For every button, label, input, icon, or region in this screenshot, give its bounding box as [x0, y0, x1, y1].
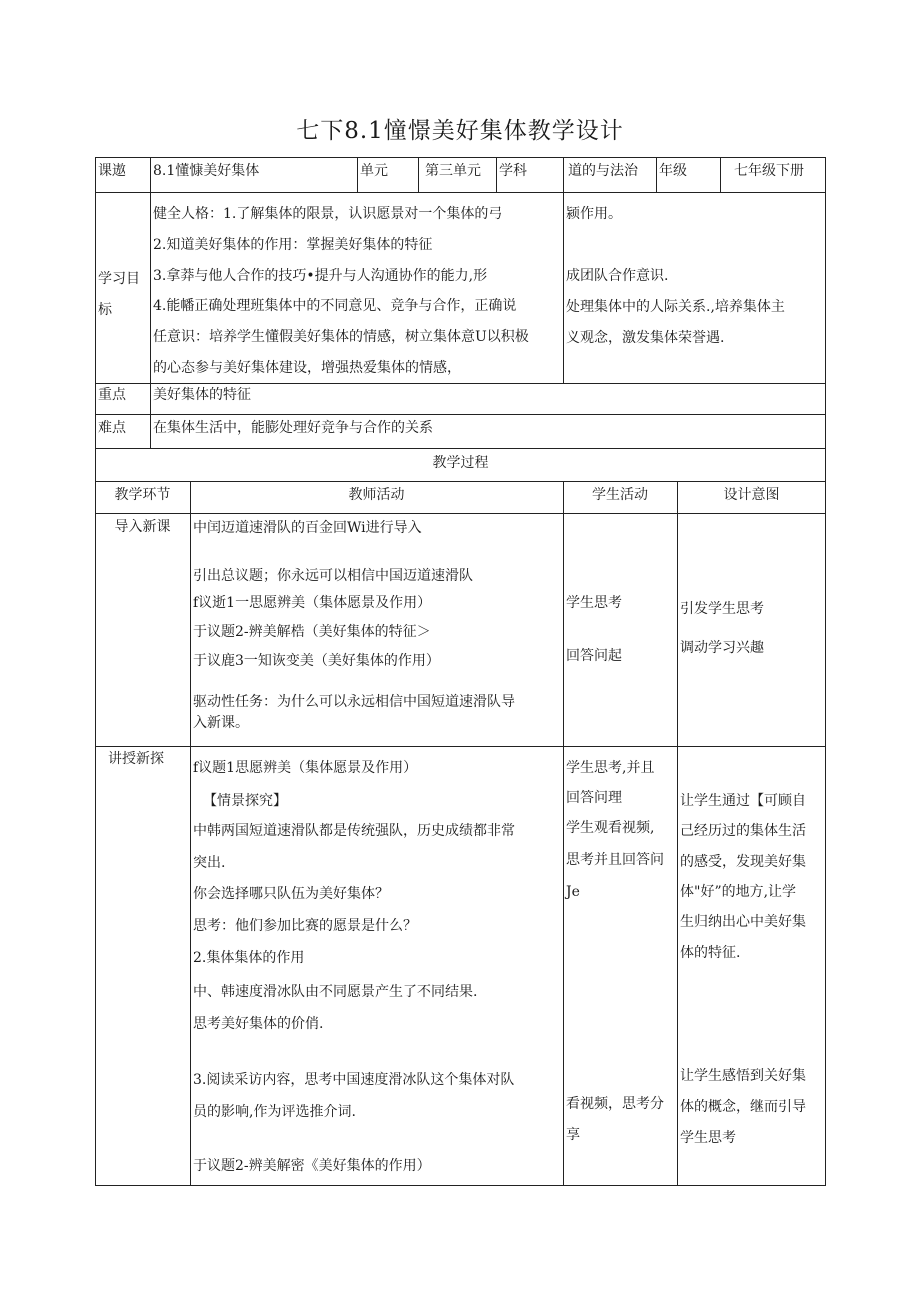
teacher-activity-line: f议题1思愿辨美（集体愿景及作用） — [193, 760, 418, 776]
objective-line-continued: 颍作用。 — [566, 206, 622, 222]
design-intent-line: 调动学习兴趣 — [680, 640, 764, 656]
teacher-activity-line: 你会选择哪只队伍为美好集体？ — [193, 886, 389, 902]
design-intent-line: 引发学生思考 — [680, 601, 764, 617]
grade-value: 七年级下册 — [734, 163, 804, 179]
teacher-activity-line: 3.阅读采访内容，思考中国速度滑冰队这个集体对队 — [193, 1072, 515, 1088]
stage-cell: 导入新课 — [114, 519, 171, 535]
col-divider — [150, 157, 151, 448]
key-point-value: 美好集体的特征 — [153, 387, 251, 403]
unit-label: 单元 — [360, 163, 388, 179]
col-divider — [677, 481, 678, 1186]
course-label: 课遨 — [98, 163, 126, 179]
objective-line: 的心态参与美好集体建设，增强热爱集体的情感， — [153, 360, 461, 376]
design-intent-line: 学生思考 — [680, 1130, 736, 1146]
teacher-activity-line: 入新课。 — [193, 715, 249, 731]
design-intent-line: 生归纳出心中美好集 — [680, 914, 806, 930]
teacher-activity-line: 于议题2-辨美解密《美好集体的作用） — [193, 1158, 431, 1174]
design-intent-line: 体的概念，继而引导 — [680, 1099, 806, 1115]
difficulty-label: 难点 — [98, 420, 126, 436]
student-activity-line: 享 — [566, 1127, 580, 1143]
objective-line: 任意识：培养学生懂假美好集体的情感，树立集体意U以积极 — [153, 329, 529, 345]
teacher-activity-line: 2.集体集体的作用 — [193, 950, 305, 966]
teacher-activity-line: 思考美好集体的价俏. — [193, 1016, 324, 1032]
col-header-student: 学生活动 — [592, 487, 648, 503]
student-activity-line: 回答问起 — [566, 648, 622, 664]
design-intent-line: 的感受，发现美好集 — [680, 854, 806, 870]
page-title: 七下8.1憧憬美好集体教学设计 — [296, 118, 624, 144]
teacher-activity-line: 中闰迈道速滑队的百金回Wi进行导入 — [193, 520, 422, 536]
objective-line-continued: 处理集体中的人际关系.,培养集体主 — [566, 299, 785, 315]
student-activity-line: 学生观看视频, — [566, 820, 655, 836]
row-divider — [95, 414, 826, 415]
col-divider — [190, 481, 191, 1186]
course-value: 8.1懂慷美好集体 — [153, 163, 260, 179]
col-header-stage: 教学环节 — [114, 487, 171, 503]
row-divider — [95, 481, 826, 482]
design-intent-line: 让学生感悟到关好集 — [680, 1068, 806, 1084]
row-divider — [95, 746, 826, 747]
col-header-teacher: 教师活动 — [348, 487, 405, 503]
teacher-activity-line: 引出总议题；你永远可以相信中国迈道速滑队 — [193, 568, 473, 584]
col-divider — [496, 157, 497, 192]
objective-line-continued: 义观念，激发集体荣誉遇. — [566, 330, 725, 346]
objective-line-continued: 成团队合作意识. — [566, 268, 669, 284]
row-divider — [95, 192, 826, 193]
subject-label: 学科 — [499, 163, 527, 179]
teacher-activity-line: 于议题2-辨美解梏（美好集体的特征＞ — [193, 624, 431, 640]
student-activity-line: 回答问理 — [566, 790, 622, 806]
unit-value: 第三单元 — [425, 163, 481, 179]
teacher-activity-line: f议逝1一思愿辨美（集体愿景及作用） — [193, 595, 432, 611]
col-divider — [563, 157, 564, 383]
grade-label: 年级 — [659, 163, 687, 179]
teacher-activity-line: 【情景探究】 — [203, 793, 287, 809]
student-activity-line: Je — [566, 884, 580, 900]
teacher-activity-line: 中、韩速度滑冰队由不同愿景产生了不同结果. — [193, 984, 478, 1000]
objectives-label: 学习目 标 — [98, 271, 140, 318]
process-header: 教学过程 — [432, 455, 489, 471]
col-divider — [418, 157, 419, 192]
design-intent-line: 体的特征. — [680, 945, 741, 961]
design-intent-line: 体"好”的地方,让学 — [680, 884, 797, 900]
subject-value: 道的与法治 — [568, 163, 638, 179]
col-divider — [656, 157, 657, 192]
teacher-activity-line: 中韩两国短道速滑队都是传统强队，历史成绩都非常 — [193, 823, 515, 839]
teacher-activity-line: 于议鹿3一知诙变美（美好集体的作用） — [193, 653, 440, 669]
student-activity-line: 学生思考 — [566, 595, 622, 611]
objective-line: 健全人格：1.了解集体的限景，认识愿景对一个集体的弓 — [153, 206, 503, 222]
student-activity-line: 思考并且回答问 — [566, 852, 664, 868]
row-divider — [95, 448, 826, 449]
teacher-activity-line: 思考：他们参加比赛的愿景是什么？ — [193, 918, 417, 934]
design-intent-line: 让学生通过【可顾自 — [680, 793, 806, 809]
objective-line: 2.知道美好集体的作用：掌握美好集体的特征 — [153, 237, 433, 253]
row-divider — [95, 383, 826, 384]
col-divider — [357, 157, 358, 192]
key-point-label: 重点 — [98, 387, 126, 403]
teacher-activity-line: 员的影响,作为评选推介词. — [193, 1104, 356, 1120]
objective-line: 3.拿莽与他人合作的技巧•提升与人沟通协作的能力,形 — [153, 268, 488, 284]
student-activity-line: 学生思考,并且 — [566, 760, 655, 776]
col-divider — [720, 157, 721, 192]
row-divider — [95, 513, 826, 514]
stage-cell: 讲授新探 — [108, 751, 164, 767]
teacher-activity-line: 驱动性任务：为什么可以永远相信中国短道速滑队导 — [193, 694, 515, 710]
difficulty-value: 在集体生活中，能膨处理好竞争与合作的关系 — [153, 420, 433, 436]
teacher-activity-line: 突出. — [193, 855, 226, 871]
design-intent-line: 己经历过的集体生活 — [680, 823, 806, 839]
col-header-intent: 设计意图 — [723, 487, 780, 503]
student-activity-line: 看视频，思考分 — [566, 1096, 664, 1112]
col-divider — [563, 481, 564, 1186]
objective-line: 4.能幡正确处理班集体中的不同意见、竞争与合作，正确说 — [153, 298, 517, 314]
